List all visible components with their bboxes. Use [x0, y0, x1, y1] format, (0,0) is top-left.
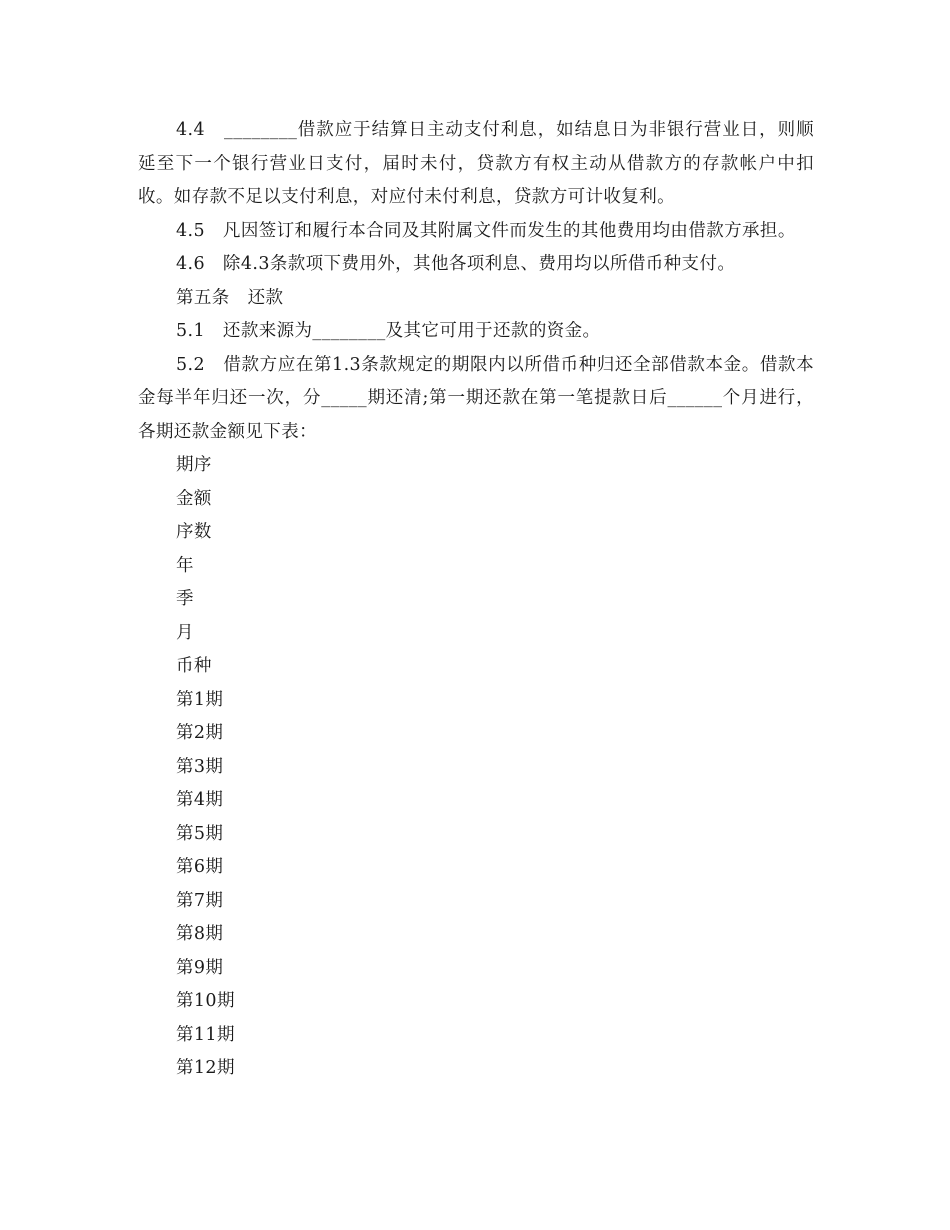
clause-4-4: 4.4 ________借款应于结算日主动支付利息，如结息日为非银行营业日，则顺延至下一个银行营业日支付，届时未付，贷款方有权主动从借款方的存款帐户中扣收。如存款不足以支付利息，对应付未付利息，贷款方可计收复利。	[138, 120, 814, 207]
period-row: 第3期	[176, 756, 224, 777]
repayment-table-list	[138, 449, 814, 1086]
period-row: 第7期	[176, 890, 224, 911]
period-row: 第1期	[176, 689, 224, 710]
table-header-month: 月	[176, 622, 194, 643]
period-row: 第11期	[176, 1024, 235, 1045]
document-body	[138, 114, 814, 1086]
period-row: 第4期	[176, 790, 224, 810]
period-row: 第6期	[176, 857, 224, 877]
period-row: 第12期	[176, 1058, 235, 1078]
table-header-period: 期序	[176, 455, 212, 475]
clause-5-1: 5.1 还款来源为________及其它可用于还款的资金。	[176, 321, 601, 341]
clause-5-2: 5.2 借款方应在第1.3条款规定的期限内以所借币种归还全部借款本金。借款本金每半年归还一次，分_____期还清;第一期还款在第一笔提款日后______个月进行，各期还款金额见下表：	[138, 354, 814, 442]
article-5-heading: 第五条 还款	[176, 287, 284, 308]
clause-4-5: 4.5 凡因签订和履行本合同及其附属文件而发生的其他费用均由借款方承担。	[176, 220, 796, 241]
period-row: 第5期	[176, 823, 224, 844]
table-header-year: 年	[176, 555, 194, 576]
table-header-ordinal: 序数	[176, 522, 212, 542]
table-header-quarter: 季	[176, 589, 194, 609]
period-row: 第9期	[176, 957, 224, 978]
period-row: 第10期	[176, 991, 235, 1011]
table-header-amount: 金额	[176, 488, 212, 509]
period-row: 第8期	[176, 924, 224, 944]
table-header-currency: 币种	[176, 656, 212, 676]
period-row: 第2期	[176, 723, 224, 743]
clause-4-6: 4.6 除4.3条款项下费用外，其他各项利息、费用均以所借币种支付。	[176, 254, 736, 274]
